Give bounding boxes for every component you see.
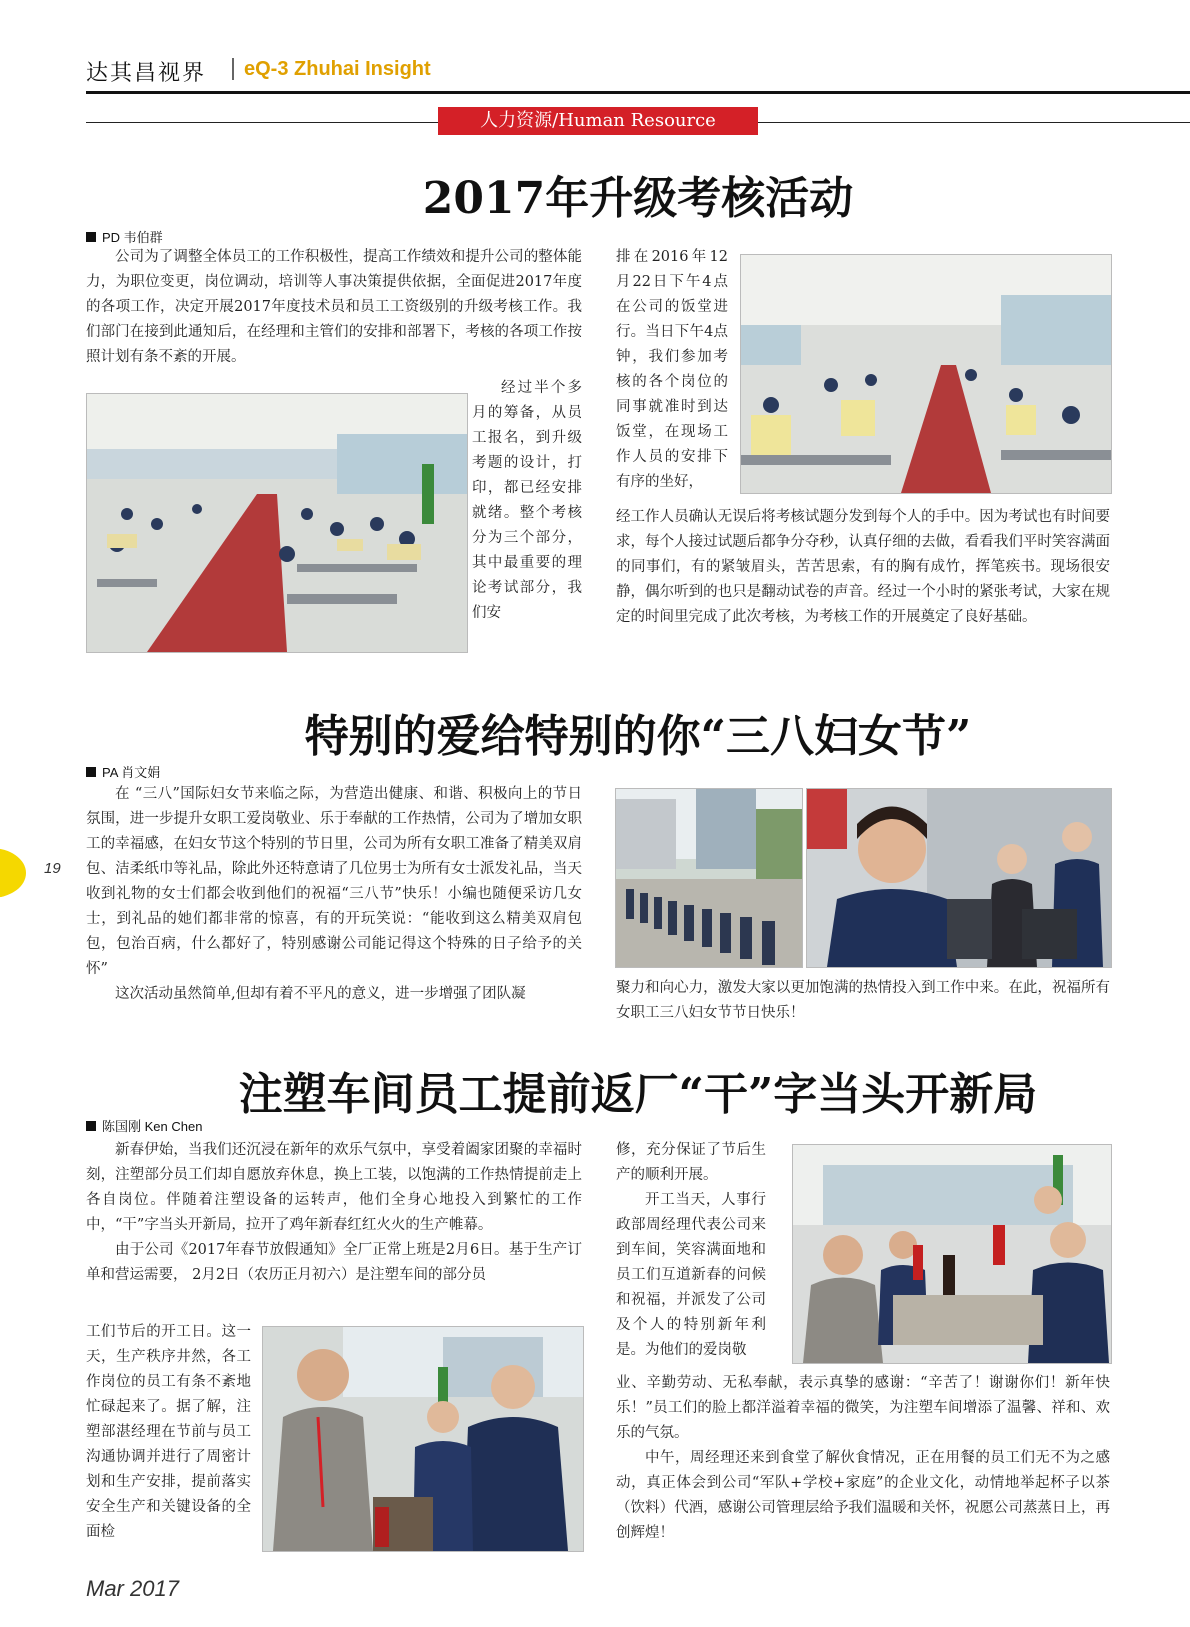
page-tab-marker <box>0 848 26 898</box>
article2-title: 特别的爱给特别的你“三八妇女节” <box>304 711 972 762</box>
article3-author <box>86 1116 202 1135</box>
article1-para2: 经过半个多月的筹备，从员工报名，到升级考题的设计，打印，都已经安排就绪。整个考核分为三个部分，其中最重要的理论考试部分，我们安 <box>472 380 582 621</box>
article3-text-bottom <box>616 1371 1110 1546</box>
article3-para1: 新春伊始，当我们还沉浸在新年的欢乐气氛中，享受着阖家团聚的幸福时刻，注塑部分员工们却自愿放弃休息，换上工装，以饱满的工作热情提前走上各自岗位。伴随着注塑设备的运转声，他们全身心地投入到繁忙的工作中，“干”字当头开新局，拉开了鸡年新春红红火火的生产帷幕。 <box>86 1142 582 1233</box>
article3-author-name: 陈国刚 Ken Chen <box>102 1119 203 1134</box>
article1-column-right-narrow <box>616 245 728 495</box>
article3-para5: 业、辛勤劳动、无私奉献，表示真挚的感谢：“辛苦了！谢谢你们！新年快乐！”员工们的脸上都洋溢着幸福的微笑，为注塑车间增添了温馨、祥和、欢乐的气氛。 <box>616 1375 1110 1441</box>
new-year-toast-photo <box>262 1326 584 1552</box>
article3-column-right-narrow <box>616 1138 766 1363</box>
article2-text-right <box>616 976 1110 1026</box>
article1-author <box>86 227 163 246</box>
article3-column-narrow <box>86 1320 251 1545</box>
article3-para6: 中午，周经理还来到食堂了解伙食情况，正在用餐的员工们无不为之感动，真正体会到公司“军队+学校+家庭”的企业文化，动情地举起杯子以茶（饮料）代酒，感谢公司管理层给予我们温暖和关怀，祝愿公司蒸蒸日上，再创辉煌！ <box>616 1450 1110 1541</box>
article1-para3: 排在2016年12月22日下午4点在公司的饭堂进行。当日下午4点钟，我们参加考核的各个岗位的同事就准时到达饭堂，在现场工作人员的安排下有序的坐好， <box>616 249 728 490</box>
header-divider <box>232 58 234 80</box>
article2-para3: 聚力和向心力，激发大家以更加饱满的热情投入到工作中来。在此，祝福所有女职工三八妇女节节日快乐！ <box>616 980 1110 1021</box>
article3-para3: 修，充分保证了节后生产的顺利开展。 <box>616 1142 766 1183</box>
exam-hall-photo-left <box>86 393 468 653</box>
magazine-title-cn: 达其昌视界 <box>86 61 207 86</box>
article2-para2: 这次活动虽然简单,但却有着不平凡的意义，进一步增强了团队凝 <box>115 986 526 1002</box>
section-label: 人力资源/Human Resource <box>438 107 758 135</box>
article3-para2a: 由于公司《2017年春节放假通知》全厂正常上班是2月6日。基于生产订单和营运需要， 2月2日（农历正月初六）是注塑车间的部分员 <box>86 1242 582 1283</box>
exam-hall-photo-right <box>740 254 1112 494</box>
article2-author-name: PA 肖文娟 <box>102 765 161 780</box>
article2-text-left <box>86 782 582 1007</box>
women-day-gift-photo <box>806 788 1112 968</box>
new-year-lunch-photo <box>792 1144 1112 1364</box>
women-day-queue-photo <box>615 788 803 968</box>
article2-para1: 在 “三八”国际妇女节来临之际，为营造出健康、和谐、积极向上的节日氛围，进一步提升女职工爱岗敬业、乐于奉献的工作热情，公司为了增加女职工的幸福感，在妇女节这个特别的节日里，公司为所有女职工准备了精美双肩包、洁柔纸巾等礼品，除此外还特意请了几位男士为所有女士派发礼品，当天收到礼物的女士们都会收到他们的祝福“三八节”快乐！小编也随便采访几女士，到礼品的她们都非常的惊喜，有的开玩笑说：“能收到这么精美双肩包包，包治百病，什么都好了，特别感谢公司能记得这个特殊的日子给予的关怀” <box>86 786 582 977</box>
header-rule <box>86 91 1190 94</box>
article2-author <box>86 762 160 781</box>
page-number: 19 <box>44 860 61 877</box>
article3-text-top <box>86 1138 582 1288</box>
article1-title: 2017年升级考核活动 <box>422 173 854 224</box>
article3-para4: 开工当天，人事行政部周经理代表公司来到车间，笑容满面地和员工们互道新春的问候和祝福，并派发了公司及个人的特别新年利是。为他们的爱岗敬 <box>616 1192 766 1358</box>
article1-bottom-text <box>616 505 1110 630</box>
magazine-title-en: eQ-3 Zhuhai Insight <box>244 58 431 80</box>
article1-column-narrow <box>472 376 582 626</box>
article1-author-name: PD 韦伯群 <box>102 230 163 245</box>
issue-date: Mar 2017 <box>86 1576 179 1601</box>
article1-intro <box>86 245 582 370</box>
article1-para4: 经工作人员确认无误后将考核试题分发到每个人的手中。因为考试也有时间要求，每个人接过试题后都争分夺秒，认真仔细的去做，看看我们平时笑容满面的同事们，有的紧皱眉头，苦苦思索，有的胸有成竹，挥笔疾书。现场很安静，偶尔听到的也只是翻动试卷的声音。经过一个小时的紧张考试，大家在规定的时间里完成了此次考核，为考核工作的开展奠定了良好基础。 <box>616 509 1110 625</box>
article3-para2b: 工们节后的开工日。这一天，生产秩序井然，各工作岗位的员工有条不紊地忙碌起来了。据了解，注塑部湛经理在节前与员工沟通协调并进行了周密计划和生产安排，提前落实安全生产和关键设备的全面检 <box>86 1324 251 1540</box>
article3-title: 注塑车间员工提前返厂“干”字当头开新局 <box>238 1069 1038 1120</box>
article1-para1: 公司为了调整全体员工的工作积极性，提高工作绩效和提升公司的整体能力，为职位变更，岗位调动，培训等人事决策提供依据，全面促进2017年度的各项工作，决定开展2017年度技术员和员工工资级别的升级考核工作。我们部门在接到此通知后，在经理和主管们的安排和部署下，考核的各项工作按照计划有条不紊的开展。 <box>86 249 582 365</box>
